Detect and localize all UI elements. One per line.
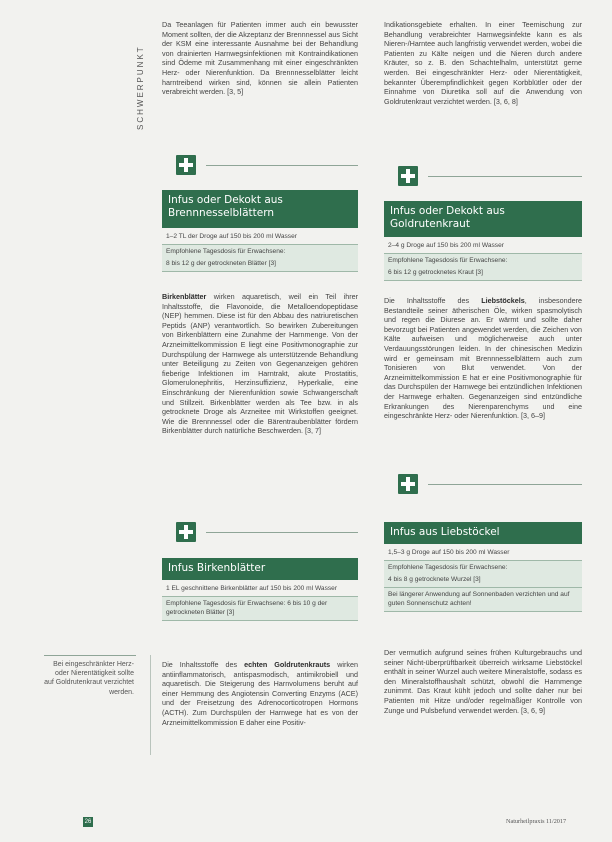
- divider-goldrute: [384, 166, 582, 188]
- side-note-rule: [44, 655, 136, 656]
- right-bottom-paragraph: [384, 648, 582, 744]
- box-brennnessel-body: [162, 230, 358, 272]
- box-birke-body: [162, 582, 358, 621]
- box-liebstoeckel-line1: 1,5–3 g Droge auf 150 bis 200 ml Wasser: [384, 546, 582, 561]
- right-mid-pre: Die Inhaltsstoffe des: [384, 296, 482, 305]
- box-liebstoeckel-line2: Empfohlene Tagesdosis für Erwachsene:: [384, 561, 582, 572]
- left-mid-text: wirken aquaretisch, weil ein Teil ihrer Inhaltsstoffe, die Flavonoide, die Metalloendopeptidase (NEP) hemmen. Diese ist für den Abbau des natriuretischen Peptids (ANP) verantwortlich. So bewirken Zubereitungen von Birkenblättern eine Zunahme der Harnmenge. Von der Arzneimittelkommission E liegt eine Positivmonographie zur Durchspülung der Harnwege als unterstützende Behandlung unter Beteiligung zu Zeiten von Gegenanzeigen gehören fieberige Infektionen im Harntrakt, akute Prostatitis, Glomerulonephritis, Herzinsuffizienz, Hyperkalie, eine Einschränkung der Nierenfunktion sowie Schwangerschaft und Stillzeit. Birkenblätter werden als Tee bzw. in als getrocknete Droge als Arzneitee mit Wirkstoffen geeignet. Wie die Brennnessel oder die Bärentraubenblätter fördern Birkenblätter durch natürliche Beschwerden. [3, 7]: [162, 292, 358, 436]
- box-goldrute-line3: 6 bis 12 g getrocknetes Kraut [3]: [384, 266, 582, 281]
- box-goldrute-title: Infus oder Dekokt aus Goldrutenkraut: [384, 201, 582, 237]
- goldrute-lead: echten Goldrutenkrauts: [244, 660, 331, 669]
- side-note: Bei eingeschränkter Herz- oder Nierentätigkeit sollte auf Goldrutenkraut verzichtet werden.: [44, 661, 134, 696]
- left-mid-paragraph: [162, 292, 358, 524]
- box-goldrute-line2: Empfohlene Tagesdosis für Erwachsene:: [384, 254, 582, 265]
- left-bottom-paragraph: [162, 660, 358, 756]
- box-goldrute-line1: 2–4 g Droge auf 150 bis 200 ml Wasser: [384, 239, 582, 254]
- box-birke-line2: Empfohlene Tagesdosis für Erwachsene: 6 bis 10 g der getrockneten Blätter [3]: [162, 597, 358, 621]
- box-brennnessel-line3: 8 bis 12 g der getrockneten Blätter [3]: [162, 257, 358, 272]
- box-liebstoeckel-title: Infus aus Liebstöckel: [384, 522, 582, 544]
- plus-cross-icon: [398, 474, 418, 494]
- box-liebstoeckel-body: [384, 546, 582, 612]
- divider-rule: [428, 176, 582, 177]
- box-brennnessel-title: Infus oder Dekokt aus Brennnesselblättern: [162, 190, 358, 228]
- left-top-text: Da Teeanlagen für Patienten immer auch ein bewusster Moment sollten, der die Akzeptanz der Brennnessel aus Sicht der KSM eine interessante Ausnahme bei der Behandlung von drainierten Harnwegsinfektionen mit Kontraindikationen sind Ödeme mit Zusammenhang mit einer eingeschränkten Herz- oder Nierenfunktion. Da Brennnesselblätter leicht harntreibend wirken sind, können sie allein Patienten verabreicht werden. [3, 5]: [162, 20, 358, 97]
- box-goldrute-body: [384, 239, 582, 281]
- footer-journal: Naturheilpraxis 11/2017: [506, 818, 567, 825]
- divider-brennnessel: [162, 155, 358, 177]
- divider-liebstoeckel: [384, 474, 582, 496]
- plus-cross-icon: [176, 155, 196, 175]
- liebstoeckel-lead: Liebstöckels: [481, 296, 525, 305]
- right-mid-paragraph: [384, 296, 582, 468]
- box-brennnessel-line2: Empfohlene Tagesdosis für Erwachsene:: [162, 245, 358, 256]
- box-brennnessel-line1: 1–2 TL der Droge auf 150 bis 200 ml Wasser: [162, 230, 358, 245]
- divider-birke: [162, 522, 358, 544]
- left-bottom-pre: Die Inhaltsstoffe des: [162, 660, 245, 669]
- right-mid-text: , insbesondere Bestandteile seiner ätherischen Öle, wirken spasmolytisch und regen die Diurese an. Er wärmt und sollte daher bevorzugt bei Patienten angewendet werden, die Zeichen von Kälte aufweisen und möglicherweise auch unter Verdauungsstörungen leiden. In der chinesischen Medizin wird er gemeinsam mit Brennnesselblättern auch zum Tonisieren von Blut verwendet. Von der Arzneimittelkommission E hat er eine Positivmonographie für das Durchspülen der Harnwege bei entzündlichen Infektionen der Harnwege erhalten. Gegenanzeigen sind entzündliche Erkrankungen des Nierenparenchyms und eine eingeschränkte Herz- oder Nierenfunktion. [3, 6–9]: [384, 296, 582, 421]
- box-liebstoeckel-line4: Bei längerer Anwendung auf Sonnenbaden verzichten und auf guten Sonnenschutz achten!: [384, 588, 582, 612]
- plus-cross-icon: [398, 166, 418, 186]
- box-birke-title: Infus Birkenblätter: [162, 558, 358, 580]
- right-top-text: Indikationsgebiete erhalten. In einer Teemischung zur Behandlung verabreichter Harnwegsinfekte kann es als Nieren-/Harntee auch langfristig verwendet werden, wobei die Patienten zu Kälte neigen und die Nieren durch andere Kräuter, so z. B. den Schachtelhalm, unterstützt gerne werden. Bei eingeschränkter Herz- oder Nierentätigkeit, bekannter Überempfindlichkeit gegen Korbblütler oder der Einnahme von Diuretika soll auf die Anwendung von Goldrutenkraut verzichtet werden. [3, 6, 8]: [384, 20, 582, 106]
- divider-rule: [206, 532, 358, 533]
- left-top-paragraph: [162, 20, 358, 146]
- right-top-paragraph: [384, 20, 582, 154]
- box-liebstoeckel-line3: 4 bis 8 g getrocknete Wurzel [3]: [384, 573, 582, 588]
- section-label: SCHWERPUNKT: [136, 45, 145, 130]
- plus-cross-icon: [176, 522, 196, 542]
- page-number: 26: [84, 819, 92, 825]
- box-birke-line1: 1 EL geschnittene Birkenblätter auf 150 bis 200 ml Wasser: [162, 582, 358, 597]
- birkenblaetter-lead: Birkenblätter: [162, 292, 207, 301]
- left-bottom-text: wirken antiinflammatorisch, antispasmodisch, antimikrobiell und aquaretisch. Die Steigerung des Harnvolumens beruht auf einer Hemmung des Angiotensin Converting Enzyms (ACE) und der Freisetzung des Adrenocorticotropen Hormons (ACTH). Zum Durchspülen der Harnwege hat es von der Arzneimittelkommission E daher eine Positiv-: [162, 660, 358, 727]
- divider-rule: [206, 165, 358, 166]
- divider-rule: [428, 484, 582, 485]
- right-bottom-text: Der vermutlich aufgrund seines frühen Kulturgebrauchs und seiner Nicht-überprüftbarkeit überreich wirksame Liebstöckel enthält in seiner Wurzel auch weitere Mineralstoffe, sodass es den Mineralstoffhaushalt schützt, obwohl die Harnmenge zunimmt. Das Kraut kühlt jedoch und sollte daher nur bei Patienten mit Hitze und/oder regelmäßiger Kontrolle von Zunge und Pulsbefund verwendet werden. [3, 6, 9]: [384, 648, 582, 715]
- column-divider: [150, 655, 151, 755]
